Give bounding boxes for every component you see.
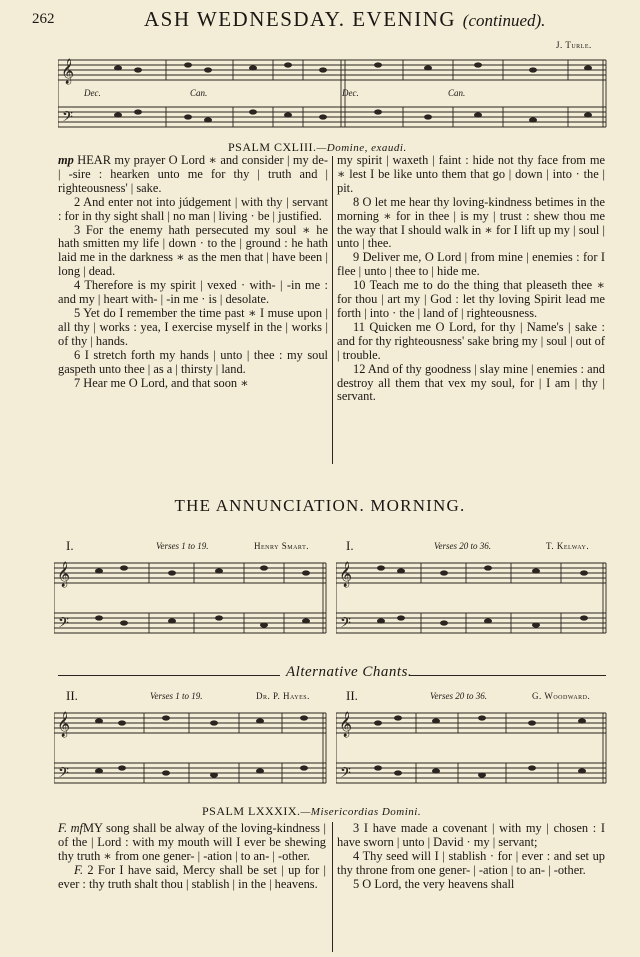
svg-text:𝄞: 𝄞 <box>339 562 353 587</box>
running-title <box>144 7 545 32</box>
chant-ii-right-verses: Verses 20 to 36. <box>430 691 487 701</box>
verse-4: 4 Thy seed will I | stablish · for | ever : and set up thy throne from one gener- | -ation | to an- | -other. <box>337 848 605 877</box>
verse-12: 12 And of thy goodness | slay mine | enemies : and destroy all them that vex my soul, for | I am | thy | servant. <box>337 361 605 404</box>
psalm-89-title <box>202 804 421 819</box>
running-title-main: ASH WEDNESDAY. EVENING <box>144 7 457 31</box>
music-staff-chant-ii-right <box>336 705 611 790</box>
psalm-143-left-column <box>58 154 328 390</box>
running-title-sub: (continued). <box>462 11 546 30</box>
verse-3: 3 I have made a covenant | with my | chosen : I have sworn | unto | David · my | servant; <box>337 821 605 849</box>
svg-text:𝄢: 𝄢 <box>62 109 73 129</box>
running-header <box>32 5 612 33</box>
psalm-143-number: PSALM CXLIII. <box>228 140 317 154</box>
chant-i-right-verses: Verses 20 to 36. <box>434 541 491 551</box>
verse-2: 2 And enter not into júdgement | with thy | servant : for in thy sight shall | no man | living · be | justified. <box>58 194 328 223</box>
svg-text:𝄞: 𝄞 <box>61 59 75 84</box>
verse-2: F. 2 For I have said, Mercy shall be set | up for | ever : thy truth shalt thou | stablish | in the | heavens. <box>58 862 326 891</box>
alternative-rule-left <box>58 675 280 676</box>
page-number: 262 <box>32 11 55 27</box>
music-staff-chant-1 <box>58 52 608 134</box>
verse-3: 3 For the enemy hath persecuted my soul ∗ he hath smitten my life | down · to the | ground : he hath laid me in the darkness ∗ as the men that | have been | long | dead. <box>58 222 328 279</box>
svg-text:𝄞: 𝄞 <box>339 712 353 737</box>
psalm-89-subtitle: —Misericordias Domini. <box>300 806 422 818</box>
chant-i-right-number: I. <box>346 538 354 553</box>
svg-text:𝄢: 𝄢 <box>340 615 351 635</box>
music-staff-chant-i-right <box>336 555 611 640</box>
verse-5: 5 O Lord, the very heavens shall <box>353 876 515 891</box>
music-staff-chant-ii-left <box>54 705 329 790</box>
chant-i-left-composer: Henry Smart. <box>254 541 309 551</box>
chant-ii-left-number: II. <box>66 688 78 703</box>
svg-text:𝄢: 𝄢 <box>340 765 351 785</box>
chant-ii-left-composer: Dr. P. Hayes. <box>256 691 310 701</box>
verse-7-cont: my spirit | waxeth | faint : hide not thy face from me ∗ lest I be like unto them that go | down | into · the | pit. <box>337 153 605 195</box>
music-staff-chant-i-left <box>54 555 329 640</box>
svg-text:𝄢: 𝄢 <box>58 765 69 785</box>
psalm-89-right-column <box>337 822 605 892</box>
verse-6: 6 I stretch forth my hands | unto | thee : my soul gaspeth unto thee | as a | thirsty | land. <box>58 347 328 376</box>
column-divider <box>332 822 333 952</box>
dynamic-mark: mp <box>58 153 74 167</box>
chant-label-can-1: Can. <box>190 88 208 98</box>
psalm-89-number: PSALM LXXXIX. <box>202 804 301 818</box>
chant-label-can-2: Can. <box>448 88 466 98</box>
chant-ii-right-composer: G. Woodward. <box>532 691 591 701</box>
svg-text:𝄞: 𝄞 <box>57 712 71 737</box>
chant-label-dec-2: Dec. <box>342 88 359 98</box>
chant-i-left-verses: Verses 1 to 19. <box>156 541 209 551</box>
alternative-rule-right <box>410 675 606 676</box>
chant-ii-left-verses: Verses 1 to 19. <box>150 691 203 701</box>
chant-label-dec-1: Dec. <box>84 88 101 98</box>
verse-8: 8 O let me hear thy loving-kindness betimes in the morning ∗ for in thee | is my | trust : shew thou me the way that I should walk in ∗ for I lift up my | soul | unto | thee. <box>337 194 605 251</box>
dynamic-mark: F. mf <box>58 821 83 835</box>
svg-text:𝄞: 𝄞 <box>57 562 71 587</box>
verse-4: 4 Therefore is my spirit | vexed · with- | -in me : and my | heart with- | -in me · is | desolate. <box>58 278 328 307</box>
chant-i-left-number: I. <box>66 538 74 553</box>
dynamic-mark: F. <box>74 862 84 877</box>
chant-ii-right-number: II. <box>346 688 358 703</box>
verse-11: 11 Quicken me O Lord, for thy | Name's | sake : and for thy righteousness' sake bring my | soul | out of | trouble. <box>337 319 605 362</box>
column-divider <box>332 156 333 464</box>
verse-9: 9 Deliver me, O Lord | from mine | enemies : for I flee | unto | thee to | hide me. <box>337 250 605 279</box>
verse-1: F. mfMY song shall be alway of the loving-kindness | of the | Lord : with my mouth will I ever be shewing thy truth ∗ from one gener- | -ation | to an- | -other. <box>58 821 326 863</box>
verse-7: 7 Hear me O Lord, and that soon ∗ <box>74 375 249 390</box>
section-title: THE ANNUNCIATION. MORNING. <box>174 496 466 515</box>
alternative-chants-label: Alternative Chants. <box>286 664 413 680</box>
psalm-143-subtitle: —Domine, exaudi. <box>316 142 407 154</box>
verse-1: mp HEAR my prayer O Lord ∗ and consider | my de- | -sire : hearken unto me for thy | truth and | righteousness' | sake. <box>58 153 328 195</box>
chant-i-right-composer: T. Kelway. <box>546 541 590 551</box>
psalm-89-left-column <box>58 822 326 892</box>
svg-text:𝄢: 𝄢 <box>58 615 69 635</box>
psalm-143-right-column <box>337 154 605 404</box>
verse-5: 5 Yet do I remember the time past ∗ I muse upon | all thy | works : yea, I exercise myself in the | works | of thy | hands. <box>58 305 328 348</box>
verse-10: 10 Teach me to do the thing that pleaseth thee ∗ for thou | art my | God : let thy loving Spirit lead me forth | into · the | land of | righteousness. <box>337 278 605 320</box>
chant-composer: J. Turle. <box>556 40 592 50</box>
